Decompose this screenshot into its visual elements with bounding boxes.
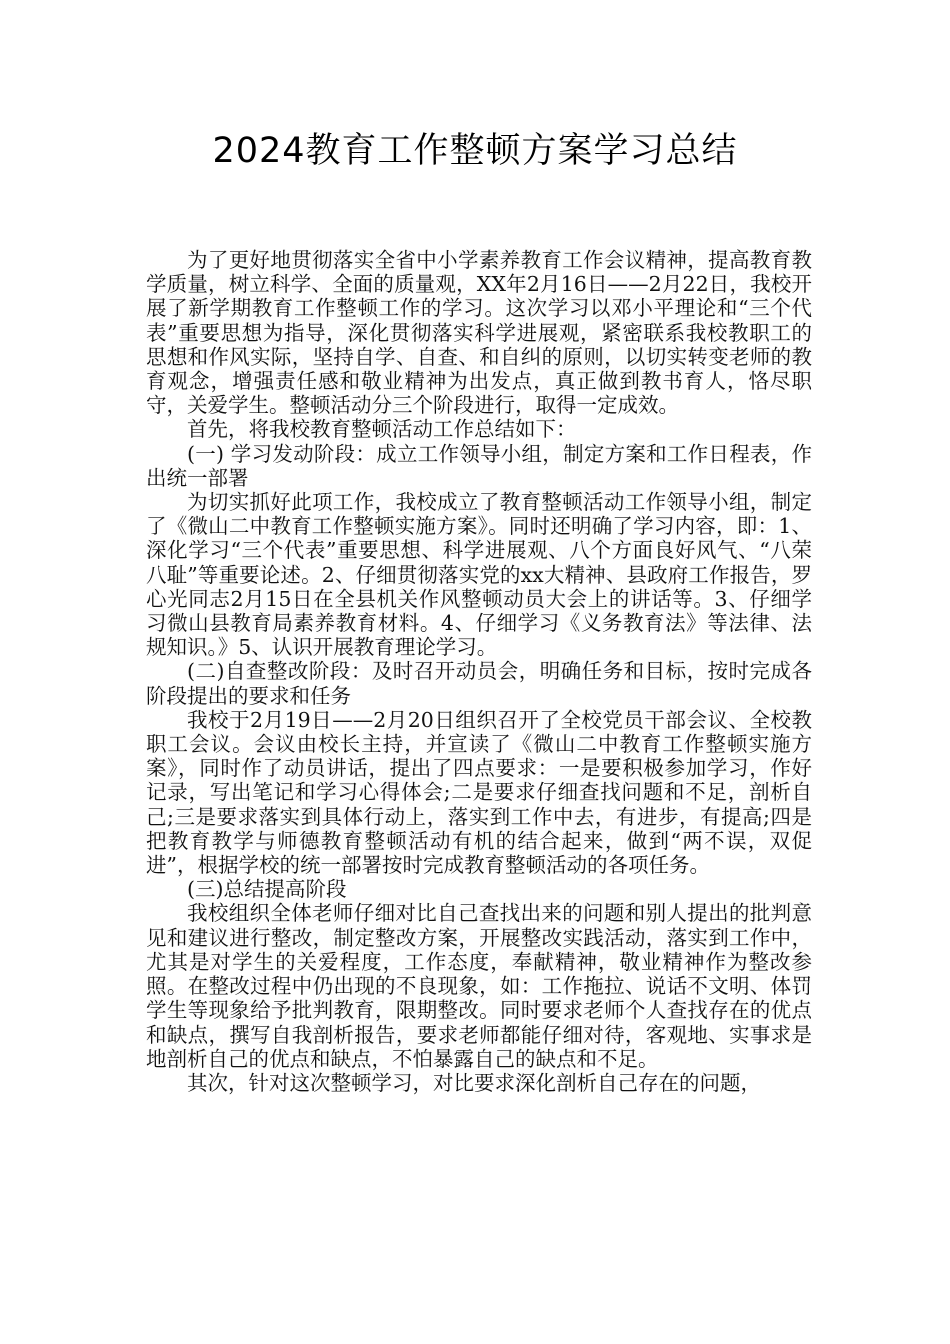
document-title: 2024教育工作整顿方案学习总结 <box>212 131 738 171</box>
section-heading-stage-2: (二)自查整改阶段：及时召开动员会，明确任务和目标，按时完成各阶段提出的要求和任务 <box>146 659 812 708</box>
document-body <box>146 248 812 1095</box>
paragraph-stage-1: 为切实抓好此项工作，我校成立了教育整顿活动工作领导小组，制定了《微山二中教育工作整顿实施方案》。同时还明确了学习内容，即：1、深化学习“三个代表”重要思想、科学进展观、八个方面良好风气、“八荣八耻”等重要论述。2、仔细贯彻落实党的xx大精神、县政府工作报告，罗心光同志2月15日在全县机关作风整顿动员大会上的讲话等。3、仔细学习微山县教育局素养教育材料。4、仔细学习《义务教育法》等法律、法规知识。》5、认识开展教育理论学习。 <box>146 490 812 660</box>
paragraph-summary-lead: 首先，将我校教育整顿活动工作总结如下： <box>187 417 577 442</box>
paragraph-secondly: 其次，针对这次整顿学习，对比要求深化剖析自己存在的问题， <box>187 1070 761 1095</box>
paragraph-stage-2: 我校于2月19日——2月20日组织召开了全校党员干部会议、全校教职工会议。会议由校长主持，并宣读了《微山二中教育工作整顿实施方案》，同时作了动员讲话，提出了四点要求：一是要积极参加学习，作好记录，写出笔记和学习心得体会;二是要求仔细查找问题和不足，剖析自己;三是要求落实到具体行动上，落实到工作中去，有进步，有提高;四是把教育教学与师德教育整顿活动有机的结合起来，做到“两不误，双促进”，根据学校的统一部署按时完成教育整顿活动的各项任务。 <box>146 707 812 878</box>
section-heading-stage-3: (三)总结提高阶段 <box>187 877 347 902</box>
paragraph-stage-3: 我校组织全体老师仔细对比自己查找出来的问题和别人提出的批判意见和建议进行整改，制定整改方案，开展整改实践活动，落实到工作中，尤其是对学生的关爱程度，工作态度，奉献精神，敬业精神作为整改参照。在整改过程中仍出现的不良现象，如：工作拖拉、说话不文明、体罚学生等现象给予批判教育，限期整改。同时要求老师个人查找存在的优点和缺点，撰写自我剖析报告，要求老师都能仔细对待，客观地、实事求是地剖析自己的优点和缺点，不怕暴露自己的缺点和不足。 <box>146 901 812 1071</box>
section-heading-stage-1: (一) 学习发动阶段：成立工作领导小组，制定方案和工作日程表，作出统一部署 <box>146 441 812 490</box>
paragraph-intro: 为了更好地贯彻落实全省中小学素养教育工作会议精神，提高教育教学质量，树立科学、全面的质量观，XX年2月16日——2月22日，我校开展了新学期教育工作整顿工作的学习。这次学习以邓小平理论和“三个代表”重要思想为指导，深化贯彻落实科学进展观，紧密联系我校教职工的思想和作风实际，坚持自学、自查、和自纠的原则，以切实转变老师的教育观念，增强责任感和敬业精神为出发点，真正做到教书育人，恪尽职守，关爱学生。整顿活动分三个阶段进行，取得一定成效。 <box>146 248 812 418</box>
